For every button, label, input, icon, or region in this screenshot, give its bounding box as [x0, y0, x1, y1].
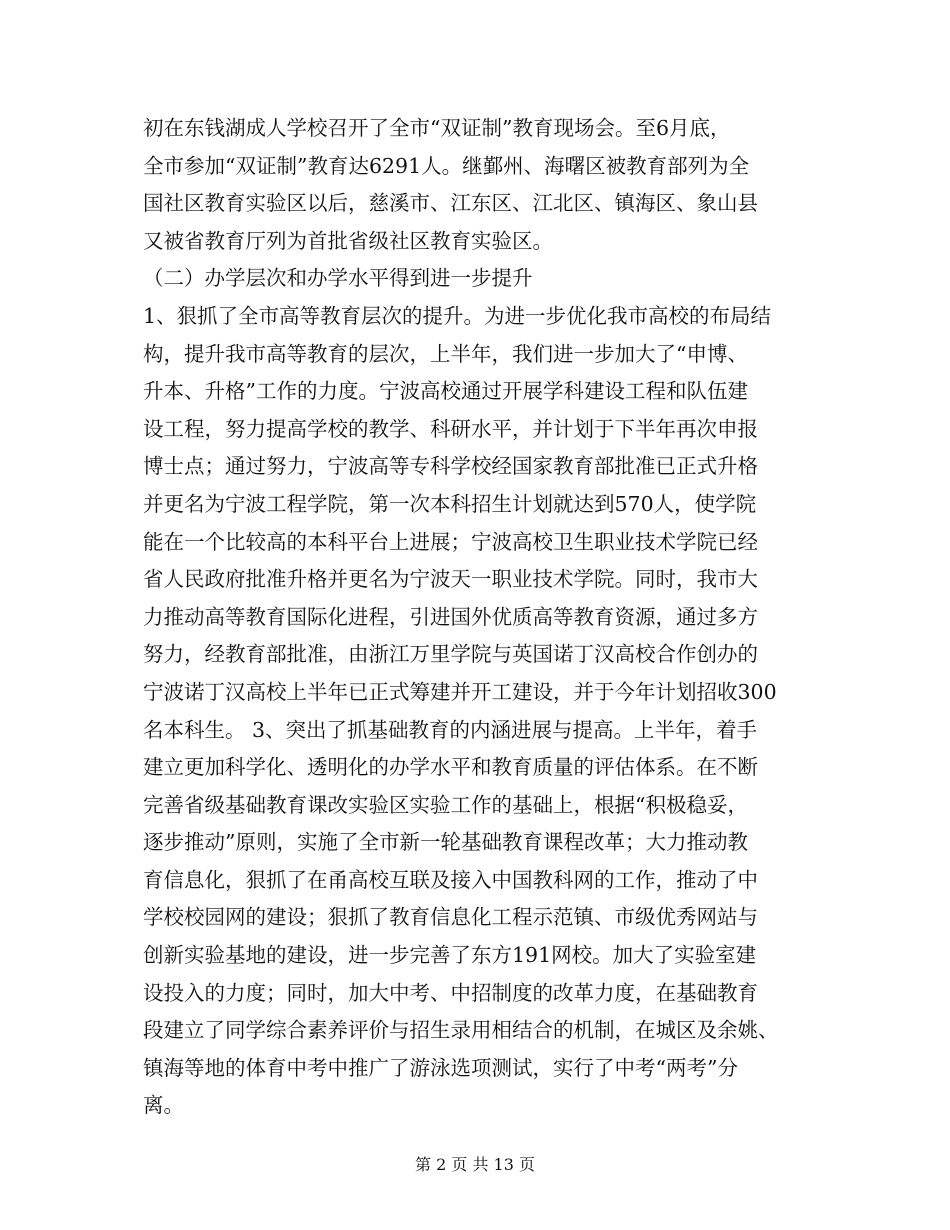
text-line: 名本科生。 3、突出了抓基础教育的内涵进展与提高。上半年，着手 — [143, 717, 758, 742]
text-line: 升本、升格”工作的力度。宁波高校通过开展学科建设工程和队伍建 — [143, 379, 748, 404]
text-line: 构，提升我市高等教育的层次，上半年，我们进一步加大了“申博、 — [143, 341, 748, 366]
text-line: 又被省教育厅列为首批省级社区教育实验区。 — [143, 228, 553, 253]
text-line: 设投入的力度；同时，加大中考、中招制度的改革力度，在基础教育 — [143, 980, 758, 1005]
text-line: 努力，经教育部批准，由浙江万里学院与英国诺丁汉高校合作创办的 — [143, 642, 758, 667]
text-line: 全市参加“双证制”教育达6291人。继鄞州、海曙区被教育部列为全 — [143, 153, 750, 178]
page-footer: 第 2 页 共 13 页 — [415, 1155, 535, 1174]
body-text — [143, 110, 823, 1125]
text-line: 完善省级基础教育课改实验区实验工作的基础上，根据“积极稳妥， — [143, 792, 748, 817]
text-line: 1、狠抓了全市高等教育层次的提升。为进一步优化我市高校的布局结 — [143, 303, 772, 328]
text-line: 省人民政府批准升格并更名为宁波天一职业技术学院。同时，我市大 — [143, 567, 758, 592]
text-line: 段建立了同学综合素养评价与招生录用相结合的机制，在城区及余姚、 — [143, 1018, 779, 1043]
text-line: 逐步推动”原则，实施了全市新一轮基础教育课程改革；大力推动教 — [143, 830, 748, 855]
text-line: 创新实验基地的建设，进一步完善了东方191网校。加大了实验室建 — [143, 943, 757, 968]
text-line: 离。 — [143, 1093, 184, 1118]
text-line: 学校校园网的建设；狠抓了教育信息化工程示范镇、市级优秀网站与 — [143, 905, 758, 930]
text-line: 建立更加科学化、透明化的办学水平和教育质量的评估体系。在不断 — [143, 755, 758, 780]
text-line: 初在东钱湖成人学校召开了全市“双证制”教育现场会。至6月底， — [143, 116, 731, 140]
text-line: （二）办学层次和办学水平得到进一步提升 — [143, 266, 533, 291]
text-line: 设工程，努力提高学校的教学、科研水平，并计划于下半年再次申报 — [143, 416, 758, 441]
text-line: 宁波诺丁汉高校上半年已正式筹建并开工建设，并于今年计划招收300 — [143, 679, 777, 704]
text-line: 镇海等地的体育中考中推广了游泳选项测试，实行了中考“两考”分 — [143, 1055, 738, 1080]
text-line: 能在一个比较高的本科平台上进展；宁波高校卫生职业技术学院已经 — [143, 529, 758, 554]
text-line: 育信息化，狠抓了在甬高校互联及接入中国教科网的工作，推动了中 — [143, 867, 758, 892]
text-line: 国社区教育实验区以后，慈溪市、江东区、江北区、镇海区、象山县 — [143, 191, 758, 216]
text-line: 并更名为宁波工程学院，第一次本科招生计划就达到570人，使学院 — [143, 491, 757, 516]
text-line: 力推动高等教育国际化进程，引进国外优质高等教育资源，通过多方 — [143, 604, 758, 629]
text-line: 博士点；通过努力，宁波高等专科学校经国家教育部批准已正式升格 — [143, 454, 758, 479]
